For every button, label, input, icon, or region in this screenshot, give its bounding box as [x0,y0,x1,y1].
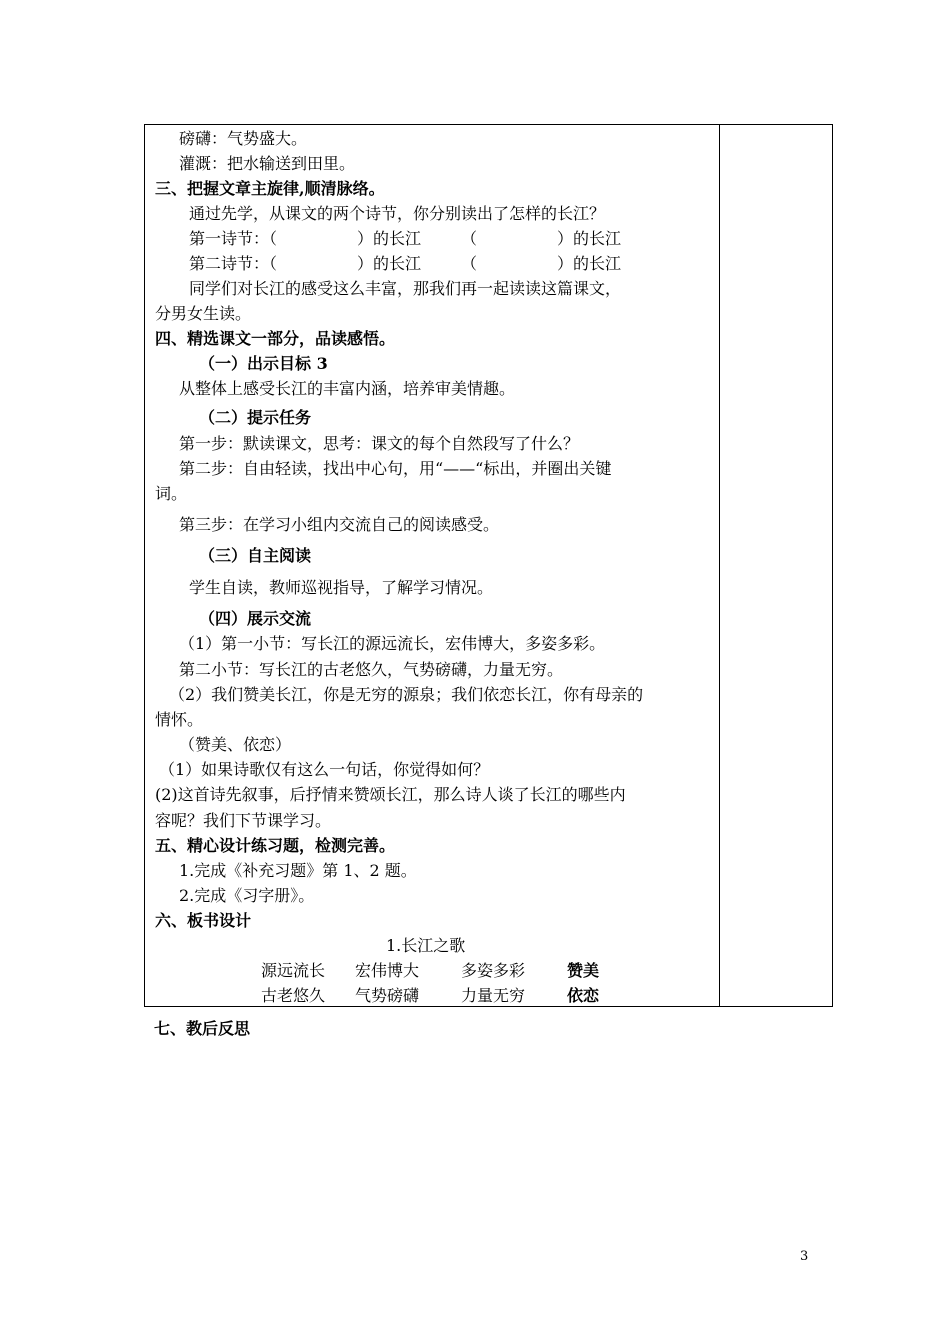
board-cell: 宏伟博大 [355,961,420,980]
sub-heading: （二）提示任务 [199,408,312,427]
section-heading-3: 三、把握文章主旋律,顺清脉络。 [155,179,385,198]
text-line: （2）我们赞美长江，你是无穷的源泉；我们依恋长江，你有母亲的 [169,685,644,704]
column-divider [719,125,720,1006]
page-number: 3 [800,1249,809,1264]
section-heading-4: 四、精选课文一部分，品读感悟。 [155,329,396,348]
board-keyword: 赞美 [567,961,600,980]
text-line: 词。 [155,484,188,503]
text-line: 第二步：自由轻读，找出中心句，用“——“标出，并圈出关键 [179,459,612,478]
text-line: 容呢？我们下节课学习。 [155,811,332,830]
board-cell: 多姿多彩 [461,961,526,980]
text-line: 第一诗节：（ ）的长江 （ ）的长江 [189,229,622,248]
sub-heading: （四）展示交流 [199,609,312,628]
text-line: 灌溉：把水输送到田里。 [179,154,356,173]
text-line: 同学们对长江的感受这么丰富，那我们再一起读读这篇课文， [189,279,622,298]
text-line: 1.完成《补充习题》第 1、2 题。 [179,861,417,880]
text-line: 学生自读，教师巡视指导，了解学习情况。 [189,578,494,597]
text-line: （1）第一小节：写长江的源远流长，宏伟博大，多姿多彩。 [179,634,606,653]
text-line: 第三步：在学习小组内交流自己的阅读感受。 [179,515,500,534]
board-cell: 力量无穷 [461,986,526,1005]
text-line: （1）如果诗歌仅有这么一句话，你觉得如何？ [159,760,490,779]
text-line: 情怀。 [155,710,204,729]
text-line: 第二小节：写长江的古老悠久，气势磅礴，力量无穷。 [179,660,564,679]
board-keyword: 依恋 [567,986,600,1005]
text-line: 从整体上感受长江的丰富内涵，培养审美情趣。 [179,379,516,398]
board-cell: 气势磅礴 [355,986,420,1005]
text-line: 磅礴：气势盛大。 [179,129,308,148]
sub-heading: （三）自主阅读 [199,546,312,565]
text-line: (2)这首诗先叙事，后抒情来赞颂长江，那么诗人谈了长江的哪些内 [155,785,626,804]
sub-heading: （一）出示目标 3 [199,354,328,373]
text-line: 第一步：默读课文，思考：课文的每个自然段写了什么？ [179,434,580,453]
text-line: 分男女生读。 [155,304,252,323]
board-title: 1.长江之歌 [386,936,466,955]
section-heading-6: 六、板书设计 [155,911,252,930]
lesson-plan-table [144,124,833,1007]
text-line: 2.完成《习字册》。 [179,886,315,905]
section-heading-7: 七、教后反思 [154,1019,251,1038]
text-line: （赞美、依恋） [179,735,292,754]
text-line: 通过先学，从课文的两个诗节，你分别读出了怎样的长江？ [189,204,606,223]
board-cell: 古老悠久 [261,986,326,1005]
board-cell: 源远流长 [261,961,326,980]
section-heading-5: 五、精心设计练习题，检测完善。 [155,836,396,855]
text-line: 第二诗节：（ ）的长江 （ ）的长江 [189,254,622,273]
